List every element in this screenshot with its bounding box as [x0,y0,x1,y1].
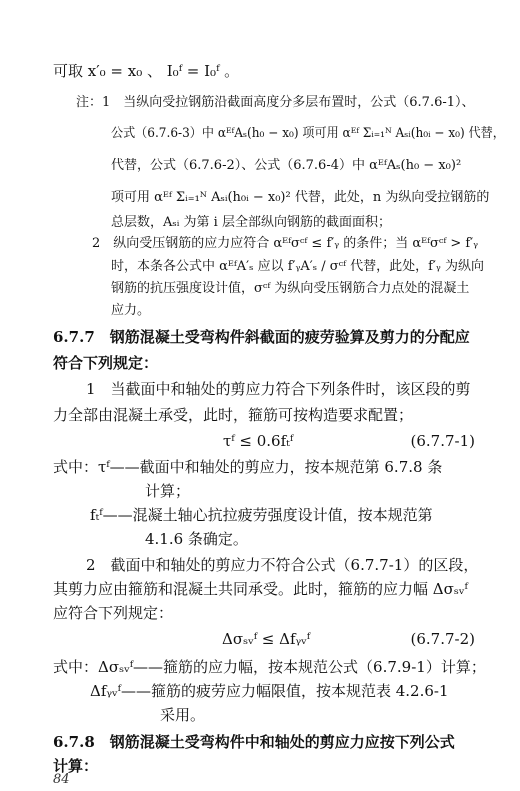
where1-line: 4.1.6 条确定。 [145,530,248,548]
where1-line: 计算； [145,482,191,500]
item2-text-cont: 其剪力应由箍筋和混凝土共同承受。此时，箍筋的应力幅 Δσₛᵥᶠ [53,580,468,598]
formula-number: (6.7.7-2) [410,630,475,648]
note-line: 注：1 当纵向受拉钢筋沿截面高度分多层布置时，公式（6.7.6-1）、 [76,95,475,110]
note-line: 时，本条各公式中 αᴱᶠA′ₛ 应以 f′ᵧA′ₛ / σᶜᶠ 代替，此处，f′ᵧ 为纵向 [111,259,484,274]
note-line: 2 纵向受压钢筋的应力应符合 αᴱᶠσᶜᶠ ≤ f′ᵧ 的条件；当 αᴱᶠσᶜᶠ > f′ᵧ [92,236,479,251]
item1-text-cont: 力全部由混凝土承受，此时，箍筋可按构造要求配置； [53,406,414,424]
note-line: 钢筋的抗压强度设计值，σᶜᶠ 为纵向受压钢筋合力点处的混凝土 [111,281,470,296]
note-line: 公式（6.7.6-3）中 αᴱᶠAₛ(h₀ − x₀) 项可用 αᴱᶠ Σᵢ₌₁ᴺ Aₛᵢ(h₀ᵢ − x₀) 代替， [111,126,505,141]
note-line: 应力。 [111,303,151,318]
item2-text: 2 截面中和轴处的剪应力不符合公式（6.7.7-1）的区段， [86,556,479,574]
where2-line: Δfᵧᵥᶠ——箍筋的疲劳应力幅限值，按本规范表 4.2.6-1 [90,682,449,700]
section-677-heading: 6.7.7 钢筋混凝土受弯构件斜截面的疲劳验算及剪力的分配应 [53,328,470,346]
where1-line: 式中：τᶠ——截面中和轴处的剪应力，按本规范第 6.7.8 条 [53,458,443,476]
where2-line: 采用。 [160,706,206,724]
item1-text: 1 当截面中和轴处的剪应力符合下列条件时，该区段的剪 [86,380,471,398]
item2-text-cont: 应符合下列规定： [53,604,174,622]
top-line: 可取 x′₀ = x₀ 、 I₀ᶠ = I₀ᶠ 。 [53,62,240,80]
formula-6-7-7-2: Δσₛᵥᶠ ≤ Δfᵧᵥᶠ [222,630,311,648]
note-line: 项可用 αᴱᶠ Σᵢ₌₁ᴺ Aₛᵢ(h₀ᵢ − x₀)² 代替，此处，n 为纵向受拉钢筋的 [111,190,490,205]
section-678-heading-cont: 计算： [53,757,99,775]
where1-line: fₜᶠ——混凝土轴心抗拉疲劳强度设计值，按本规范第 [90,506,433,524]
page-number: 84 [53,772,70,787]
where2-line: 式中：Δσₛᵥᶠ——箍筋的应力幅，按本规范公式（6.7.9-1）计算； [53,658,486,676]
formula-number: (6.7.7-1) [410,432,475,450]
formula-6-7-7-1: τᶠ ≤ 0.6fₜᶠ [223,432,294,450]
section-678-heading: 6.7.8 钢筋混凝土受弯构件中和轴处的剪应力应按下列公式 [53,733,455,751]
section-677-heading-cont: 符合下列规定： [53,354,159,372]
note-line: 代替，公式（6.7.6-2）、公式（6.7.6-4）中 αᴱᶠAₛ(h₀ − x₀)² [111,158,462,173]
note-line: 总层数，Aₛᵢ 为第 i 层全部纵向钢筋的截面面积； [111,215,391,230]
